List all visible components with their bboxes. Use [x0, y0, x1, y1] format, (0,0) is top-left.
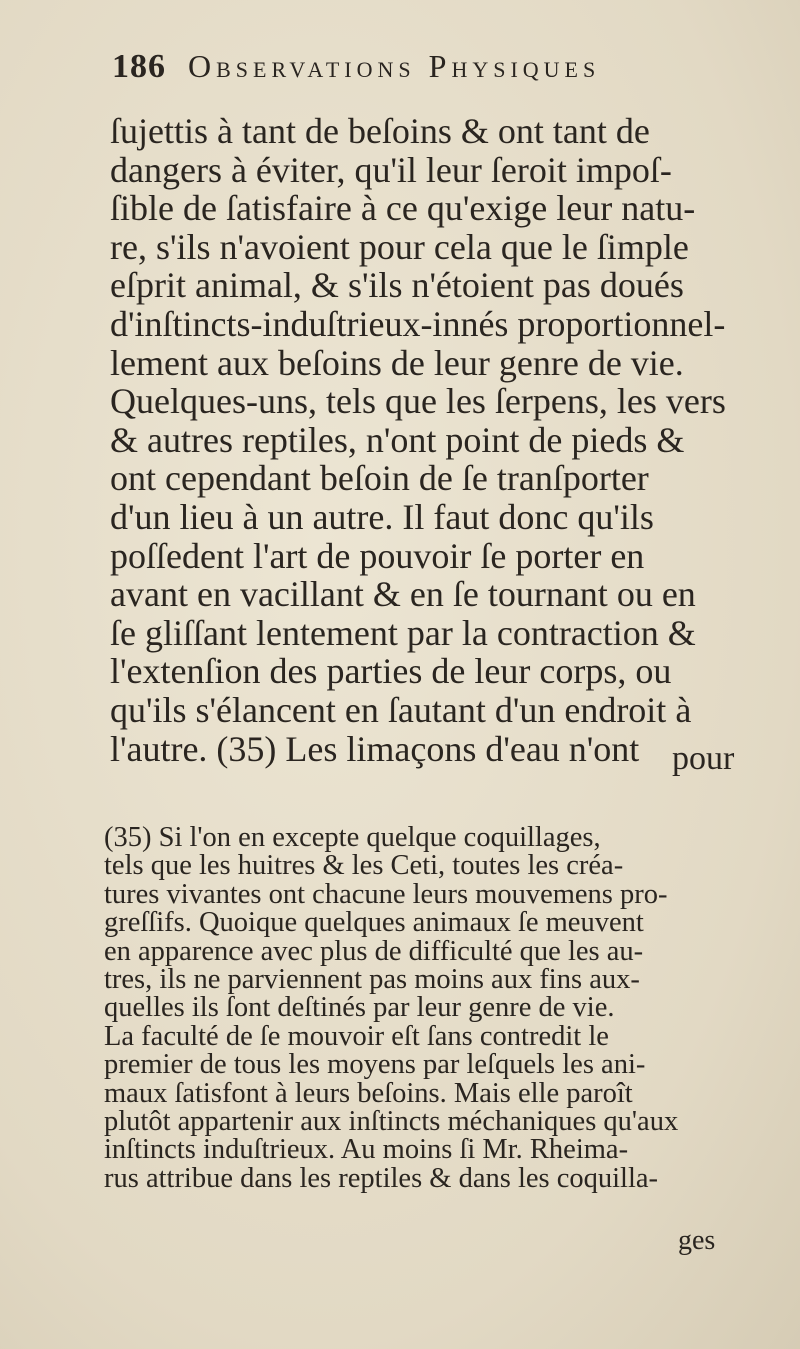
footnote-line: tels que les huitres & les Ceti, toutes les créa- — [104, 850, 624, 882]
page-header — [112, 48, 792, 86]
text-line: ſe gliſſant lentement par la contraction & — [110, 612, 696, 653]
text-line: & autres reptiles, n'ont point de pieds & — [110, 419, 685, 460]
footnote-line: La faculté de ſe mouvoir eſt ſans contredit le — [104, 1020, 609, 1052]
footnote-line: premier de tous les moyens par leſquels les ani- — [104, 1049, 646, 1081]
footnote-block — [104, 824, 774, 1193]
text-line: dangers à éviter, qu'il leur ſeroit impoſ- — [110, 149, 672, 190]
footnote-line: tures vivantes ont chacune leurs mouvemens pro- — [104, 878, 668, 910]
footnote-line: inſtincts induſtrieux. Au moins ſi Mr. Rheima- — [104, 1134, 629, 1166]
text-line: l'extenſion des parties de leur corps, ou — [110, 651, 672, 692]
text-line: ſible de ſatisfaire à ce qu'exige leur natu- — [110, 188, 696, 229]
footnote-line: maux ſatisfont à leurs beſoins. Mais elle paroît — [104, 1077, 633, 1109]
footnote-line: plutôt appartenir aux inſtincts méchaniques qu'aux — [104, 1106, 679, 1138]
catchword-footnote: ges — [678, 1225, 716, 1256]
text-line: d'un lieu à un autre. Il faut donc qu'ils — [110, 496, 654, 537]
footnote-line: greſſifs. Quoique quelques animaux ſe meuvent — [104, 907, 644, 939]
text-line: eſprit animal, & s'ils n'étoient pas doués — [110, 265, 684, 306]
running-title: Observations Physiques — [188, 48, 601, 84]
text-line: poſſedent l'art de pouvoir ſe porter en — [110, 535, 645, 576]
text-line: l'autre. (35) Les limaçons d'eau n'ont — [110, 728, 640, 769]
footnote-line: tres, ils ne parviennent pas moins aux fins aux- — [104, 964, 640, 996]
footnote-line: quelles ils ſont deſtinés par leur genre de vie. — [104, 992, 615, 1024]
text-line: re, s'ils n'avoient pour cela que le ſimple — [110, 226, 689, 267]
text-line: lement aux beſoins de leur genre de vie. — [110, 342, 684, 383]
page-number: 186 — [112, 48, 166, 85]
footnote-line: en apparence avec plus de difficulté que les au- — [104, 935, 644, 967]
text-line: ſujettis à tant de beſoins & ont tant de — [110, 111, 650, 151]
text-line: Quelques-uns, tels que les ſerpens, les vers — [110, 381, 726, 422]
text-line: avant en vacillant & en ſe tournant ou en — [110, 574, 696, 615]
text-line: d'inſtincts-induſtrieux-innés proportionnel- — [110, 303, 726, 344]
text-line: qu'ils s'élancent en ſautant d'un endroit à — [110, 689, 692, 730]
main-text-block — [110, 112, 770, 768]
text-line: ont cependant beſoin de ſe tranſporter — [110, 458, 649, 499]
catchword-main: pour — [672, 740, 735, 777]
footnote-line: rus attribue dans les reptiles & dans les coquilla- — [104, 1162, 659, 1194]
footnote-line: (35) Si l'on en excepte quelque coquillages, — [104, 822, 601, 853]
